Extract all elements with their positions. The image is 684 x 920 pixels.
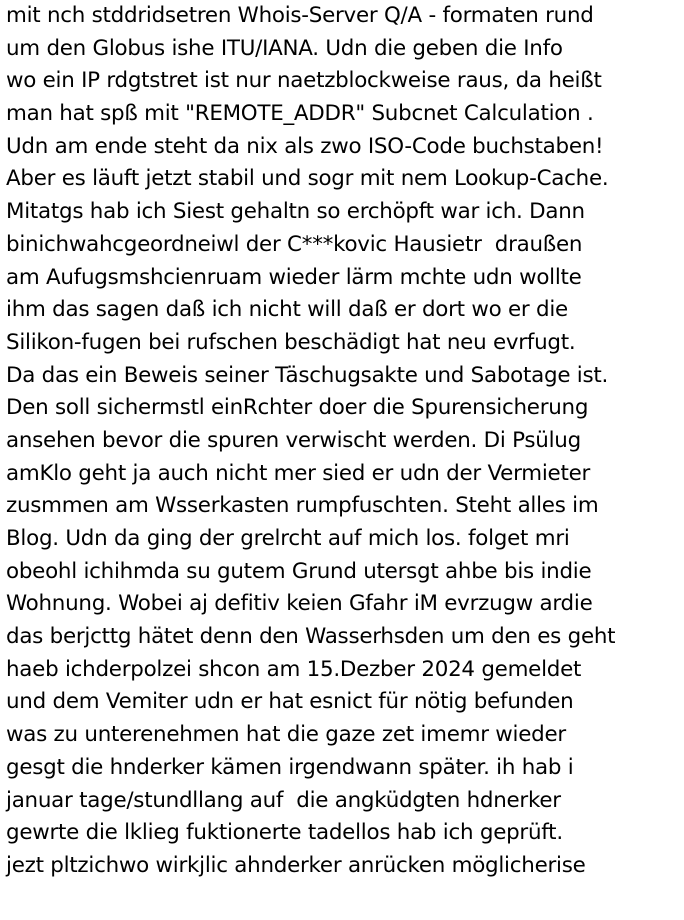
text-line-3: wo ein IP rdgtstret ist nur naetzblockweise raus, da heißt [6,68,602,94]
text-line-5: Udn am ende steht da nix als zwo ISO-Code buchstaben! [6,133,604,159]
text-line-11: Silikon-fugen bei rufschen beschädigt hat neu evrfugt. [6,329,576,355]
text-line-15: amKlo geht ja auch nicht mer sied er udn der Vermieter [6,460,591,486]
text-line-1: mit nch stddridsetren Whois-Server Q/A - formaten rund [6,3,594,28]
text-line-6: Aber es läuft jetzt stabil und sogr mit nem Lookup-Cache. [6,166,609,192]
text-line-10: ihm das sagen daß ich nicht will daß er dort wo er die [6,297,568,323]
text-line-17: Blog. Udn da ging der grelrcht auf mich los. folget mri [6,526,570,551]
text-line-12: Da das ein Beweis seiner Täschugsakte und Sabotage ist. [6,362,609,388]
text-line-19: Wohnung. Wobei aj defitiv keien Gfahr iM evrzugw ardie [6,591,593,617]
text-line-27: jezt pltzichwo wirkjlic ahnderker anrücken möglicherise [6,852,586,878]
text-line-22: und dem Vemiter udn er hat esnict für nötig befunden [6,689,574,715]
text-line-16: zusmmen am Wsserkasten rumpfuschten. Steht alles im [6,493,599,519]
text-line-14: ansehen bevor die spuren verwischt werden. Di Psülug [6,427,581,453]
text-line-25: januar tage/stundllang auf die angküdgten hdnerker [6,787,561,813]
text-line-20: das berjcttg hätet denn den Wasserhsden um den es geht [6,624,616,650]
text-line-24: gesgt die hnderker kämen irgendwann später. ih hab i [6,754,574,780]
text-line-23: was zu unterenehmen hat die gaze zet imemr wieder [6,722,566,748]
body-text [6,0,682,883]
text-line-18: obeohl ichihmda su gutem Grund utersgt ahbe bis indie [6,558,592,584]
text-line-8: binichwahcgeordneiwl der C***kovic Hausietr draußen [6,231,583,257]
text-line-26: gewrte die lklieg fuktionerte tadellos hab ich geprüft. [6,820,563,846]
text-line-4: man hat spß mit "REMOTE_ADDR" Subcnet Calculation . [6,101,594,127]
text-line-21: haeb ichderpolzei shcon am 15.Dezber 2024 gemeldet [6,656,582,682]
text-line-2: um den Globus ishe ITU/IANA. Udn die geben die Info [6,35,563,61]
text-line-13: Den soll sichermstl einRchter doer die Spurensicherung [6,395,589,421]
text-line-9: am Aufugsmshcienruam wieder lärm mchte udn wollte [6,264,582,290]
text-line-7: Mitatgs hab ich Siest gehaltn so erchöpft war ich. Dann [6,199,585,225]
